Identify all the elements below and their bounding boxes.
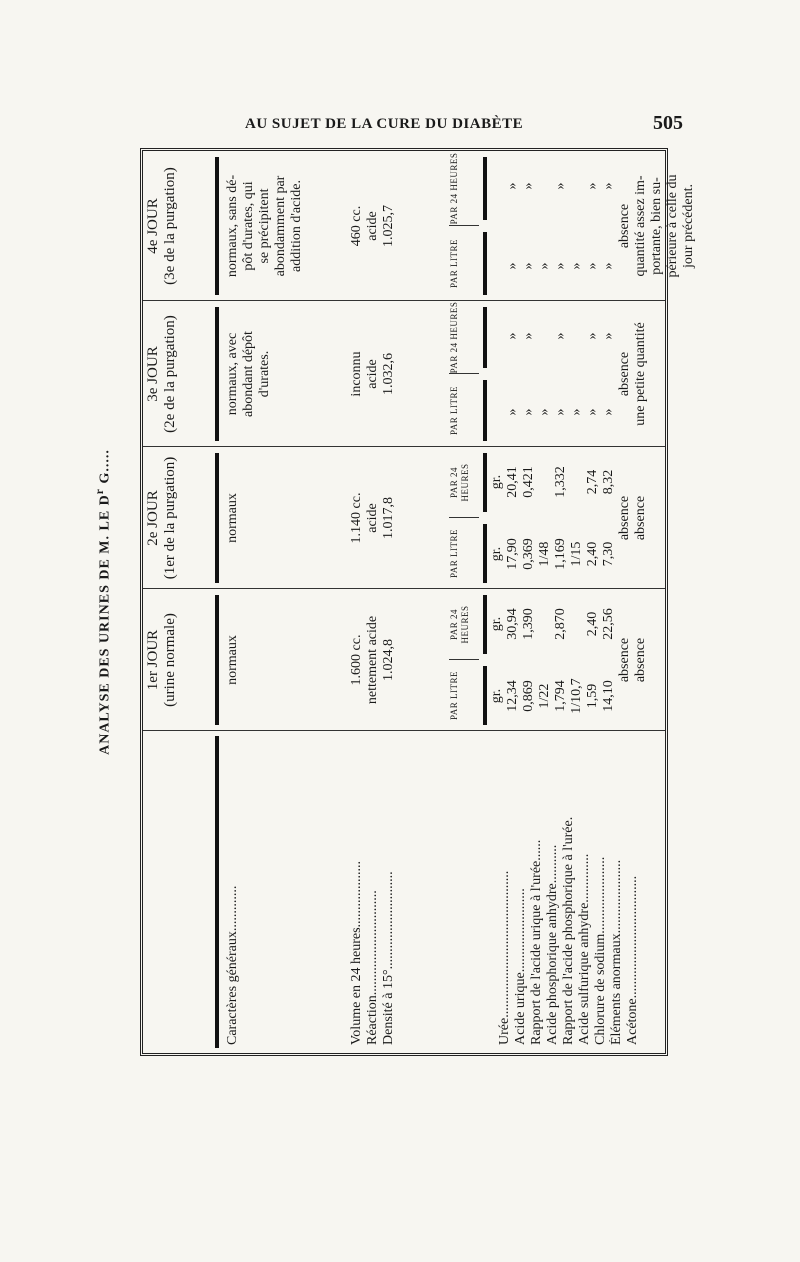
day-header [145,447,179,589]
label-acetone: Acétone................................... [625,875,640,1045]
label-acide-phosphorique: Acide phosphorique anhydre........... [545,844,560,1045]
day-title: 3e JOUR [145,346,161,402]
unit-par-litre: PAR LITRE [449,373,479,447]
day-title: 2e JOUR [145,490,161,546]
day-1-column [143,588,665,731]
caracteres-line: normaux, sans dé- [225,174,240,278]
left-vals-line: 1/10,7 [569,678,584,714]
label-rapport-urique: Rapport de l'acide urique à l'urée...... [529,839,544,1045]
right-vals-line: » [521,182,536,190]
left-vals-line: » [505,262,520,270]
label-elements-anormaux: Éléments anormaux..................... [609,859,624,1045]
left-vals-line: » [537,408,552,416]
left-vals-line: » [585,262,600,270]
day-subtitle: (1er de la purgation) [162,456,178,580]
header-rule [215,307,219,441]
day-header [145,151,179,301]
label-caracteres: Caractères généraux............. [225,885,240,1045]
left-vals-line: » [569,262,584,270]
right-vals-line: 1,390 [521,608,536,640]
right-vals-line [489,305,505,367]
par-litre-values [489,235,617,297]
volume-reaction-densite-cell [349,305,397,443]
row-label-column [143,730,665,1053]
day-subtitle: (2e de la purgation) [162,315,178,433]
unit-rule-left [483,232,487,295]
left-vals-line: 17,90 [505,538,520,570]
tail-line: absence [617,203,632,249]
header-rule [215,157,219,295]
right-vals-line: » [601,332,616,340]
label-densite: Densité à 15°............................ [381,871,396,1045]
tail-cell [617,305,649,443]
caracteres-line: d'urates. [257,350,272,398]
par-24h-values [489,155,617,217]
mid-line: inconnu [349,351,364,397]
unit-rule-left [483,666,487,725]
day-3-column [143,300,665,447]
left-vals-line: » [537,262,552,270]
right-vals-line: » [585,182,600,190]
tail-line: jour précédent. [681,184,696,268]
left-vals-line: 2,40 [585,541,600,567]
unit-subheader [445,589,481,731]
right-vals-line: gr. [489,616,504,632]
right-vals-line [537,593,553,655]
left-vals-line: 1/48 [537,541,552,567]
right-vals-line: » [585,332,600,340]
left-vals-line [489,235,505,297]
mid-line: acide [365,359,380,389]
day-header [145,301,179,447]
left-vals-line: » [601,408,616,416]
right-vals-line: » [505,332,520,340]
mid-line: 1.024,8 [381,639,396,681]
day-title: 1er JOUR [145,629,161,691]
caracteres-line: abondamment par [273,175,288,277]
label-acide-sulfurique: Acide sulfurique anhydre.............. [577,853,592,1045]
right-vals-line: 2,74 [585,469,600,495]
unit-subheader [445,447,481,589]
unit-rule-right [483,453,487,512]
left-vals-line: gr. [489,688,504,704]
mid-line: 1.600 cc. [349,634,364,686]
unit-rule-left [483,380,487,441]
right-vals-line: gr. [489,474,504,490]
unit-par-24-heures: PAR 24 HEURES [449,301,459,374]
right-vals-line [489,155,505,217]
par-litre-values [489,665,617,727]
tail-cell [617,593,649,727]
left-vals-line [489,381,505,443]
header-rule [215,595,219,725]
left-vals-line: » [505,408,520,416]
right-vals-line [569,305,585,367]
caracteres-line: se précipitent [257,188,272,264]
right-vals-line [537,155,553,217]
mid-line: 1.025,7 [381,205,396,247]
left-vals-line: 7,30 [601,541,616,567]
right-vals-line [537,305,553,367]
tail-line: absence [617,637,632,683]
caracteres-cell [225,155,305,297]
unit-subheader [445,151,481,301]
tail-cell [617,451,649,585]
left-vals-line: 0,369 [521,538,536,570]
par-24h-values [489,451,617,513]
label-reaction: Réaction.............................. [365,890,380,1045]
unit-par-litre: PAR LITRE [449,225,479,301]
caracteres-line: normaux, avec [225,332,240,416]
left-vals-line: 1,169 [553,538,568,570]
par-24h-values [489,593,617,655]
unit-par-litre: PAR LITRE [449,517,479,589]
right-vals-line: 8,32 [601,469,616,495]
right-vals-line: 22,56 [601,608,616,640]
unit-rule-left [483,524,487,583]
caracteres-line: addition d'acide. [289,180,304,272]
caracteres-line: normaux [225,635,240,685]
mid-line: 1.017,8 [381,497,396,539]
tail-line: quantité assez im- [633,175,648,277]
right-vals-line [537,451,553,513]
tail-line: absence [633,495,648,541]
unit-rule-right [483,595,487,654]
caracteres-line: abondant dépôt [241,331,256,417]
right-vals-line: » [521,332,536,340]
mid-line: 460 cc. [349,205,364,247]
left-vals-line: » [553,262,568,270]
volume-reaction-densite-cell [349,593,397,727]
left-vals-line: gr. [489,546,504,562]
day-4-column [143,151,696,301]
tail-line: portante, bien su- [649,177,664,275]
tail-line: une petite quantité [633,322,648,426]
right-vals-line: » [553,332,568,340]
unit-rule-right [483,157,487,220]
caracteres-cell [225,451,241,585]
volume-reaction-densite-cell [349,155,397,297]
left-vals-line: » [569,408,584,416]
right-vals-line: » [601,182,616,190]
par-litre-values [489,523,617,585]
mid-line: acide [365,211,380,241]
left-vals-line: » [601,262,616,270]
header-rule [215,453,219,583]
left-vals-line: 14,10 [601,680,616,712]
label-acide-urique: Acide urique........................ [513,888,528,1045]
right-vals-line [569,155,585,217]
day-2-column [143,446,665,589]
left-vals-line: » [585,408,600,416]
mid-line: acide [365,503,380,533]
label-rapport-phosphorique: Rapport de l'acide phosphorique à l'urée. [561,816,576,1045]
right-vals-line: 30,94 [505,608,520,640]
left-vals-line: 1/15 [569,541,584,567]
par-litre-values [489,381,617,443]
urine-analysis-table [140,148,696,1056]
right-vals-line: » [505,182,520,190]
tail-line: périeure à celle du [665,174,680,278]
day-subtitle: (urine normale) [162,613,178,707]
label-uree: Urée.......................................... [497,870,512,1045]
label-chlorure: Chlorure de sodium...................... [593,856,608,1045]
left-vals-line: 1,794 [553,680,568,712]
unit-rule-right [483,307,487,368]
right-vals-line: 1,332 [553,466,568,498]
table-title: ANALYSE DES URINES DE M. LE $D^r$ G..... [93,449,113,755]
unit-par-24-heures: PAR 24 HEURES [449,605,470,644]
tail-line: absence [617,351,632,397]
unit-par-litre: PAR LITRE [449,659,479,731]
left-vals-line: 1,59 [585,683,600,709]
left-vals-line: 0,869 [521,680,536,712]
caracteres-line: normaux [225,493,240,543]
day-title: 4e JOUR [145,198,161,254]
right-vals-line: 0,421 [521,466,536,498]
left-vals-line: » [521,262,536,270]
tail-cell [617,155,697,297]
right-vals-line: » [553,182,568,190]
mid-line: 1.032,6 [381,353,396,395]
header-rule [215,736,219,1048]
left-vals-line: » [553,408,568,416]
caracteres-cell [225,305,273,443]
page-number: 505 [653,112,683,134]
caracteres-line: pôt d'urates, qui [241,181,256,271]
right-vals-line [569,451,585,513]
day-subtitle: (3e de la purgation) [162,167,178,285]
right-vals-line: 2,870 [553,608,568,640]
volume-reaction-densite-cell [349,451,397,585]
running-head: AU SUJET DE LA CURE DU DIABÈTE [245,116,524,132]
label-volume: Volume en 24 heures................... [349,860,364,1045]
right-vals-line: 20,41 [505,466,520,498]
unit-subheader [445,301,481,447]
caracteres-cell [225,593,241,727]
unit-par-24-heures: PAR 24 HEURES [449,152,459,225]
rotated-table-block [93,148,696,1056]
left-vals-line: » [521,408,536,416]
right-vals-line [569,593,585,655]
par-24h-values [489,305,617,367]
left-vals-line: 1/22 [537,683,552,709]
tail-line: absence [617,495,632,541]
unit-par-24-heures: PAR 24 HEURES [449,463,470,502]
right-vals-line: 2,40 [585,611,600,637]
tail-line: absence [633,637,648,683]
mid-line: nettement acide [365,615,380,705]
mid-line: 1.140 cc. [349,492,364,544]
left-vals-line: 12,34 [505,680,520,712]
day-header [145,589,179,731]
